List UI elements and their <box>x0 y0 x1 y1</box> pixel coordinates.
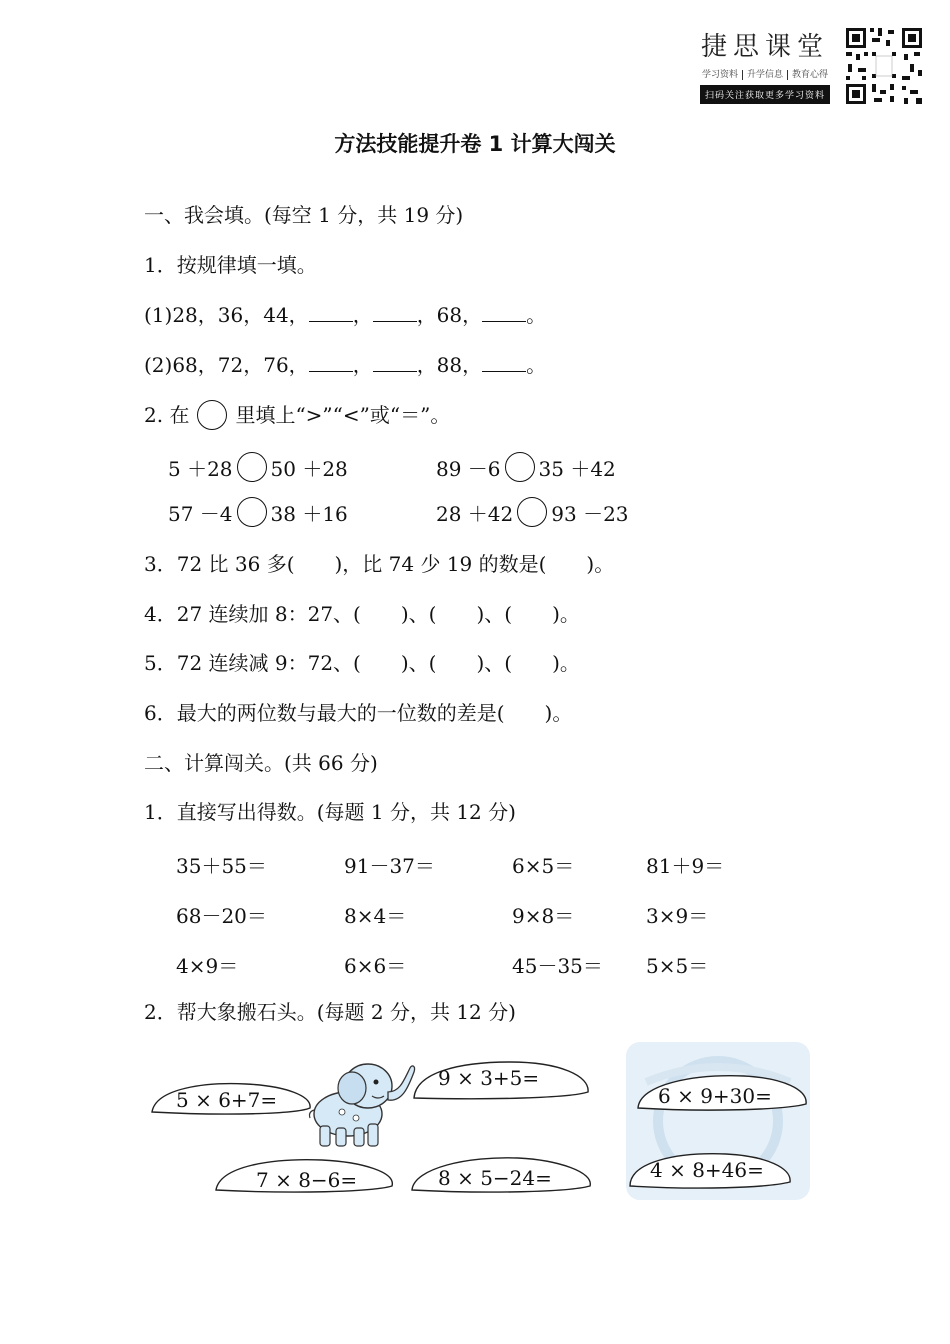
stone <box>410 1058 592 1104</box>
section-1-heading: 一、我会填。(每空 1 分，共 19 分) <box>144 203 464 227</box>
stone <box>212 1152 398 1194</box>
stone <box>626 1148 794 1192</box>
stone <box>146 1076 316 1120</box>
q5: 5．72 连续减 9：72、( )、( )、( )。 <box>144 651 580 675</box>
brand-tag: 升学信息 <box>742 70 783 80</box>
q1-row-1-prefix: (1)28，36，44， <box>144 303 309 327</box>
brand-title: 捷思课堂 <box>700 32 829 62</box>
separator: ， <box>352 353 373 377</box>
brand-block <box>700 26 830 104</box>
brand-tag: 学习资料 <box>701 70 738 80</box>
calc-item: 6×5＝ <box>512 854 575 878</box>
q1-row-1-mid: ，68， <box>416 303 483 327</box>
compare-circle[interactable] <box>237 452 267 482</box>
calc-item: 81＋9＝ <box>646 854 725 878</box>
calc-item: 3×9＝ <box>646 904 709 928</box>
compare-right: 93 －23 <box>551 501 629 526</box>
answer-blank[interactable] <box>373 303 417 322</box>
brand-tags <box>700 67 830 80</box>
compare-left: 57 －4 <box>168 501 233 526</box>
compare-item <box>168 497 348 527</box>
stone-expression: 9 × 3+5= <box>438 1066 540 1090</box>
compare-right: 38 ＋16 <box>270 501 348 526</box>
q1-row-2-mid: ，88， <box>416 353 483 377</box>
q1-row-2 <box>144 353 546 377</box>
elephant-icon <box>306 1052 418 1152</box>
calc-label: 1．直接写出得数。(每题 1 分，共 12 分) <box>144 800 516 824</box>
answer-blank[interactable] <box>373 353 417 372</box>
compare-item <box>436 497 629 527</box>
answer-blank[interactable] <box>309 353 353 372</box>
elephant-label: 2．帮大象搬石头。(每题 2 分，共 12 分) <box>144 1000 516 1024</box>
q6: 6．最大的两位数与最大的一位数的差是( )。 <box>144 701 573 725</box>
compare-left: 89 －6 <box>436 456 501 481</box>
calc-item: 6×6＝ <box>344 954 407 978</box>
separator: ， <box>352 303 373 327</box>
q1-label: 1．按规律填一填。 <box>144 253 317 277</box>
section-2-heading: 二、计算闯关。(共 66 分) <box>144 751 378 775</box>
qr-code-icon[interactable] <box>844 26 924 106</box>
calc-item: 5×5＝ <box>646 954 709 978</box>
stone-expression: 4 × 8+46= <box>650 1158 764 1182</box>
q1-row-1 <box>144 303 546 327</box>
stone <box>408 1152 596 1194</box>
calc-item: 68－20＝ <box>176 904 267 928</box>
compare-item <box>436 452 616 482</box>
q4: 4．27 连续加 8：27、( )、( )、( )。 <box>144 602 580 626</box>
calc-item: 8×4＝ <box>344 904 407 928</box>
compare-left: 28 ＋42 <box>436 501 514 526</box>
compare-circle[interactable] <box>517 497 547 527</box>
compare-right: 35 ＋42 <box>538 456 616 481</box>
q1-row-1-end: 。 <box>526 303 547 327</box>
answer-blank[interactable] <box>309 303 353 322</box>
answer-blank[interactable] <box>482 303 526 322</box>
compare-right: 50 ＋28 <box>270 456 348 481</box>
calc-item: 45－35＝ <box>512 954 603 978</box>
brand-strip: 扫码关注获取更多学习资料 <box>700 85 830 104</box>
stone <box>634 1066 810 1114</box>
brand-tag: 教育心得 <box>787 70 828 80</box>
stone-expression: 5 × 6+7= <box>176 1088 278 1112</box>
q1-row-2-prefix: (2)68，72，76， <box>144 353 309 377</box>
q1-row-2-end: 。 <box>526 353 547 377</box>
stone-expression: 7 × 8−6= <box>256 1168 358 1192</box>
stone-expression: 8 × 5−24= <box>438 1166 552 1190</box>
calc-item: 91－37＝ <box>344 854 435 878</box>
calc-item: 35＋55＝ <box>176 854 267 878</box>
compare-item <box>168 452 348 482</box>
calc-item: 9×8＝ <box>512 904 575 928</box>
answer-blank[interactable] <box>482 353 526 372</box>
stone-expression: 6 × 9+30= <box>658 1084 772 1108</box>
q2-suffix: 里填上“>”“<”或“＝”。 <box>235 403 451 427</box>
calc-item: 4×9＝ <box>176 954 239 978</box>
q2-prefix: 2. 在 <box>144 403 190 427</box>
compare-circle[interactable] <box>505 452 535 482</box>
compare-circle[interactable] <box>237 497 267 527</box>
q3: 3．72 比 36 多( )，比 74 少 19 的数是( )。 <box>144 552 615 576</box>
q2-label <box>144 403 450 430</box>
page-title: 方法技能提升卷 1 计算大闯关 <box>334 132 616 156</box>
circle-icon <box>197 400 227 430</box>
compare-left: 5 ＋28 <box>168 456 233 481</box>
